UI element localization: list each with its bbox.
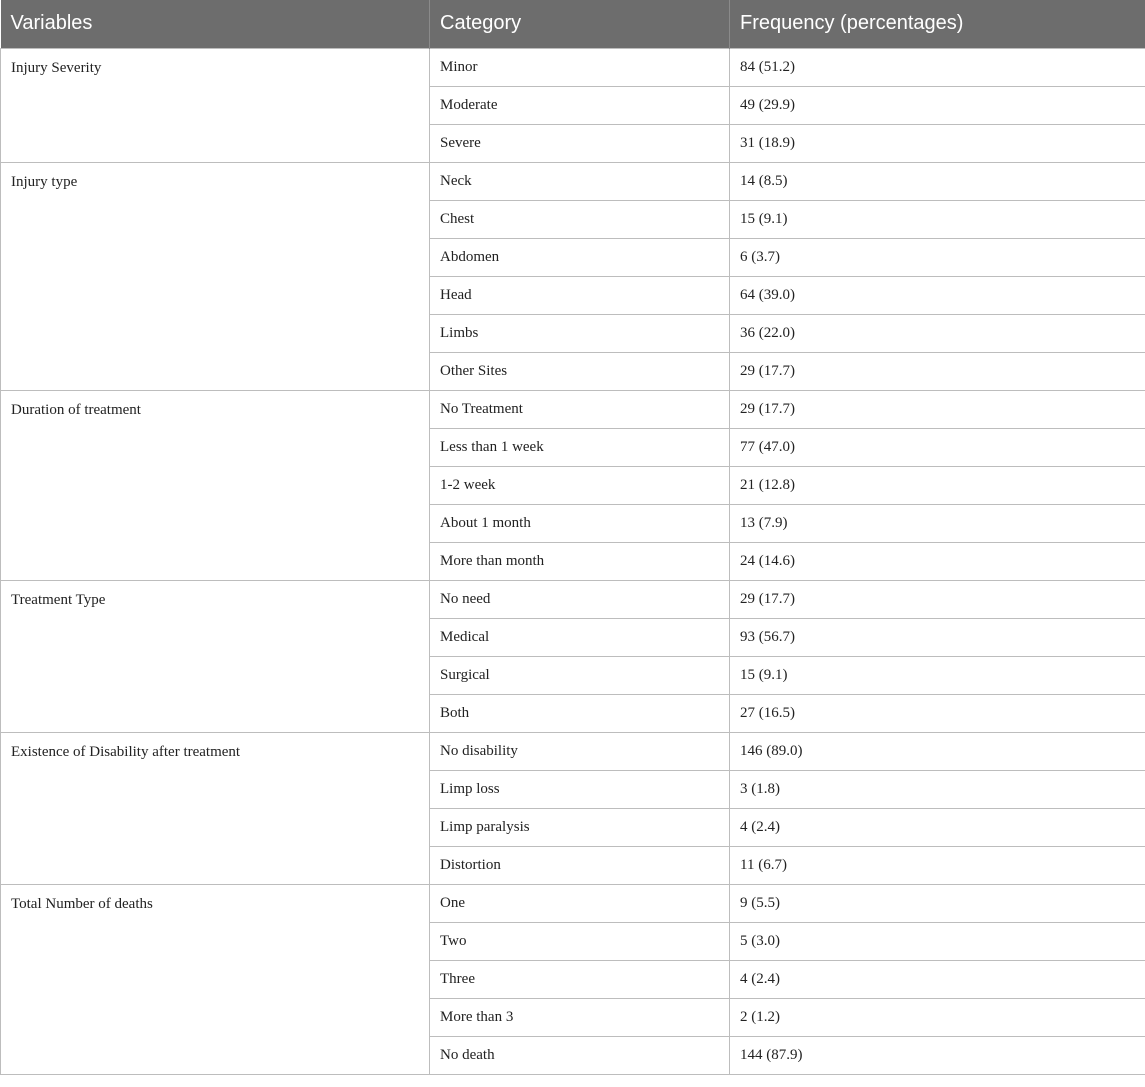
frequency-cell: 29 (17.7) — [730, 390, 1145, 428]
category-cell: No need — [430, 580, 730, 618]
header-frequency: Frequency (percentages) — [730, 0, 1145, 48]
category-cell: Abdomen — [430, 238, 730, 276]
table-row — [1, 48, 1145, 86]
table-header — [1, 0, 1145, 48]
frequency-cell: 64 (39.0) — [730, 276, 1145, 314]
frequency-cell: 4 (2.4) — [730, 960, 1145, 998]
category-cell: No death — [430, 1036, 730, 1074]
category-cell: Less than 1 week — [430, 428, 730, 466]
frequency-cell: 3 (1.8) — [730, 770, 1145, 808]
frequency-cell: 29 (17.7) — [730, 352, 1145, 390]
category-cell: Limp loss — [430, 770, 730, 808]
category-cell: Three — [430, 960, 730, 998]
frequency-cell: 2 (1.2) — [730, 998, 1145, 1036]
category-cell: Chest — [430, 200, 730, 238]
frequency-cell: 36 (22.0) — [730, 314, 1145, 352]
variable-cell: Existence of Disability after treatment — [1, 732, 430, 884]
variable-cell: Total Number of deaths — [1, 884, 430, 1074]
category-cell: Limbs — [430, 314, 730, 352]
variable-cell: Injury Severity — [1, 48, 430, 162]
table-body — [1, 48, 1145, 1074]
frequency-cell: 5 (3.0) — [730, 922, 1145, 960]
category-cell: No disability — [430, 732, 730, 770]
category-cell: Severe — [430, 124, 730, 162]
frequency-cell: 6 (3.7) — [730, 238, 1145, 276]
table-row — [1, 162, 1145, 200]
variable-cell: Injury type — [1, 162, 430, 390]
category-cell: Other Sites — [430, 352, 730, 390]
category-cell: More than 3 — [430, 998, 730, 1036]
table-row — [1, 580, 1145, 618]
table-row — [1, 884, 1145, 922]
header-category: Category — [430, 0, 730, 48]
category-cell: Surgical — [430, 656, 730, 694]
category-cell: Medical — [430, 618, 730, 656]
table-row — [1, 732, 1145, 770]
header-variables: Variables — [1, 0, 430, 48]
category-cell: One — [430, 884, 730, 922]
category-cell: Head — [430, 276, 730, 314]
frequency-cell: 11 (6.7) — [730, 846, 1145, 884]
header-row — [1, 0, 1145, 48]
category-cell: About 1 month — [430, 504, 730, 542]
frequency-cell: 14 (8.5) — [730, 162, 1145, 200]
category-cell: Distortion — [430, 846, 730, 884]
frequency-cell: 29 (17.7) — [730, 580, 1145, 618]
category-cell: No Treatment — [430, 390, 730, 428]
frequency-cell: 15 (9.1) — [730, 200, 1145, 238]
frequency-cell: 15 (9.1) — [730, 656, 1145, 694]
frequency-cell: 24 (14.6) — [730, 542, 1145, 580]
variable-cell: Duration of treatment — [1, 390, 430, 580]
category-cell: Minor — [430, 48, 730, 86]
category-cell: Neck — [430, 162, 730, 200]
frequency-cell: 21 (12.8) — [730, 466, 1145, 504]
category-cell: Moderate — [430, 86, 730, 124]
frequency-cell: 27 (16.5) — [730, 694, 1145, 732]
frequency-cell: 84 (51.2) — [730, 48, 1145, 86]
frequency-cell: 49 (29.9) — [730, 86, 1145, 124]
frequency-cell: 13 (7.9) — [730, 504, 1145, 542]
table-row — [1, 390, 1145, 428]
frequency-cell: 4 (2.4) — [730, 808, 1145, 846]
category-cell: Limp paralysis — [430, 808, 730, 846]
frequency-cell: 146 (89.0) — [730, 732, 1145, 770]
category-cell: Both — [430, 694, 730, 732]
frequency-cell: 9 (5.5) — [730, 884, 1145, 922]
category-cell: 1-2 week — [430, 466, 730, 504]
category-cell: More than month — [430, 542, 730, 580]
frequency-cell: 31 (18.9) — [730, 124, 1145, 162]
frequency-cell: 93 (56.7) — [730, 618, 1145, 656]
variable-cell: Treatment Type — [1, 580, 430, 732]
frequency-cell: 144 (87.9) — [730, 1036, 1145, 1074]
frequency-cell: 77 (47.0) — [730, 428, 1145, 466]
category-cell: Two — [430, 922, 730, 960]
